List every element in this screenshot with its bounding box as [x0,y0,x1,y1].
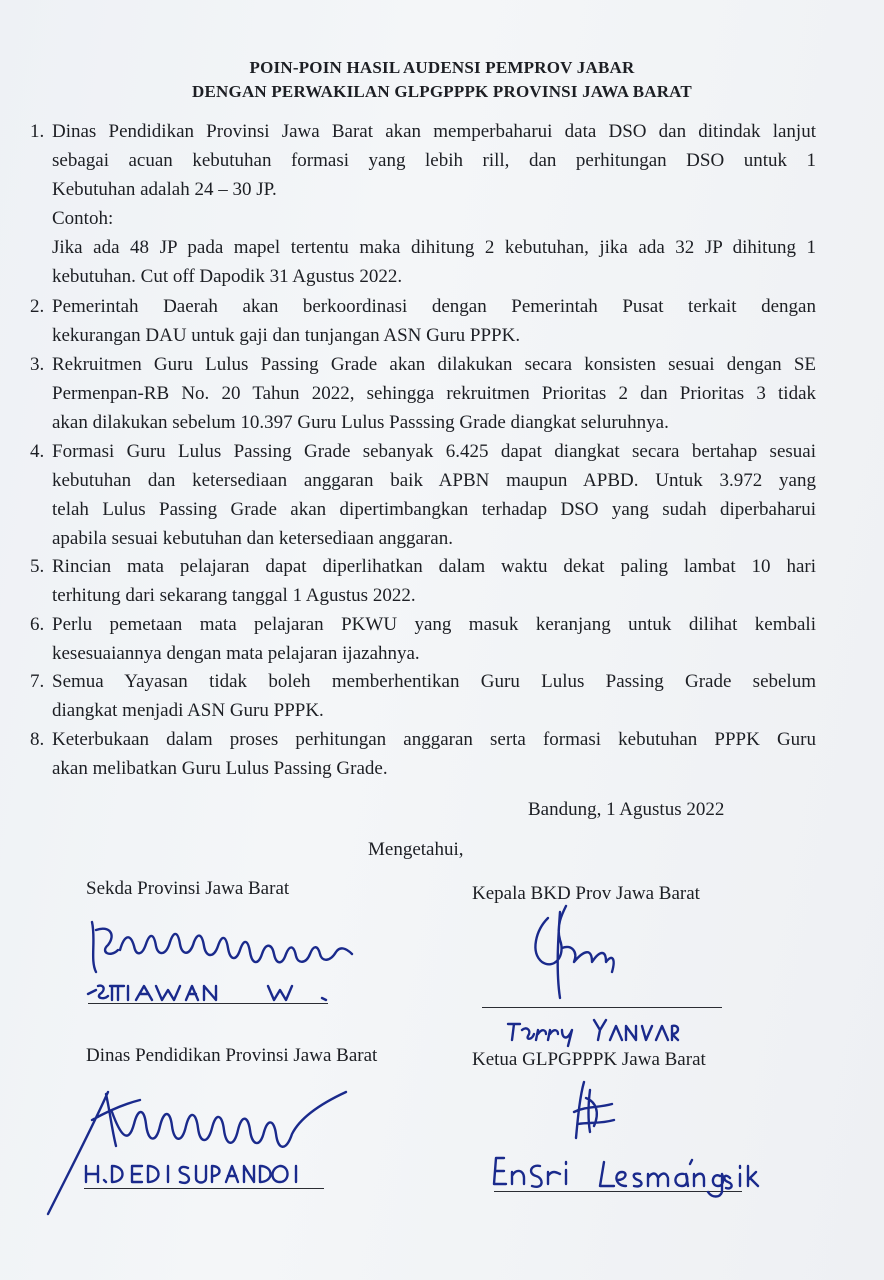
list-item-line: Perlu pemetaan mata pelajaran PKWU yang masuk keranjang untuk dilihat kembali [52,614,816,635]
list-item-line: terhitung dari sekarang tanggal 1 Agustus 2022. [52,585,416,606]
list-item-line: akan melibatkan Guru Lulus Passing Grade. [52,758,388,779]
list-item-line: telah Lulus Passing Grade akan dipertimbangkan terhadap DSO yang sudah diperbaharui [52,499,816,520]
signatory-title-bkd: Kepala BKD Prov Jawa Barat [472,883,700,904]
list-item-number: 8. [30,729,45,750]
list-item-number: 7. [30,671,45,692]
signature-glpgpppk [494,1082,758,1197]
signatory-title-glpgpppk: Ketua GLPGPPPK Jawa Barat [472,1049,706,1070]
list-item-number: 3. [30,354,45,375]
list-item-line: kebutuhan. Cut off Dapodik 31 Agustus 2022. [52,266,403,287]
list-item-line: sebagai acuan kebutuhan formasi yang lebih rill, dan perhitungan DSO untuk 1 [52,150,816,171]
list-item-number: 1. [30,121,45,142]
list-item-line: Rekruitmen Guru Lulus Passing Grade akan dilakukan secara konsisten sesuai dengan SE [52,354,816,375]
list-item-line: apabila sesuai kebutuhan dan ketersediaan anggaran. [52,528,453,549]
list-item-line: Permenpan-RB No. 20 Tahun 2022, sehingga rekruitmen Prioritas 2 dan Prioritas 3 tidak [52,383,816,404]
acknowledged-label: Mengetahui, [368,839,464,860]
list-item-line: Contoh: [52,208,114,229]
list-item-line: Keterbukaan dalam proses perhitungan anggaran serta formasi kebutuhan PPPK Guru [52,729,816,750]
list-item-line: Formasi Guru Lulus Passing Grade sebanyak 6.425 dapat diangkat secara bertahap sesuai [52,441,816,462]
list-item-line: kebutuhan dan ketersediaan anggaran baik APBN maupun APBD. Untuk 3.972 yang [52,470,816,491]
list-item-line: Pemerintah Daerah akan berkoordinasi dengan Pemerintah Pusat terkait dengan [52,296,816,317]
list-item-number: 5. [30,556,45,577]
list-item-line: Kebutuhan adalah 24 – 30 JP. [52,179,277,200]
list-item-line: Dinas Pendidikan Provinsi Jawa Barat akan memperbaharui data DSO dan ditindak lanjut [52,121,816,142]
signature-disdik [48,1092,346,1214]
list-item-line: Jika ada 48 JP pada mapel tertentu maka dihitung 2 kebutuhan, jika ada 32 JP dihitung 1 [52,237,816,258]
list-item-number: 6. [30,614,45,635]
signature-sekda [88,922,352,1000]
signature-bkd [508,906,678,1046]
list-item-line: Rincian mata pelajaran dapat diperlihatkan dalam waktu dekat paling lambat 10 hari [52,556,816,577]
signatory-title-sekda: Sekda Provinsi Jawa Barat [86,878,290,899]
document-title-line-1: POIN-POIN HASIL AUDENSI PEMPROV JABAR [249,58,635,77]
list-item-line: akan dilakukan sebelum 10.397 Guru Lulus Passsing Grade diangkat seluruhnya. [52,412,669,433]
list-item-line: kekurangan DAU untuk gaji dan tunjangan ASN Guru PPPK. [52,325,521,346]
signatory-title-disdik: Dinas Pendidikan Provinsi Jawa Barat [86,1045,378,1066]
place-date: Bandung, 1 Agustus 2022 [528,799,725,820]
list-item-number: 4. [30,441,45,462]
list-item-line: Semua Yayasan tidak boleh memberhentikan Guru Lulus Passing Grade sebelum [52,671,816,692]
list-item-number: 2. [30,296,45,317]
document-title-line-2: DENGAN PERWAKILAN GLPGPPPK PROVINSI JAWA BARAT [192,82,692,101]
list-item-line: diangkat menjadi ASN Guru PPPK. [52,700,324,721]
list-item-line: kesesuaiannya dengan mata pelajaran ijazahnya. [52,643,420,664]
